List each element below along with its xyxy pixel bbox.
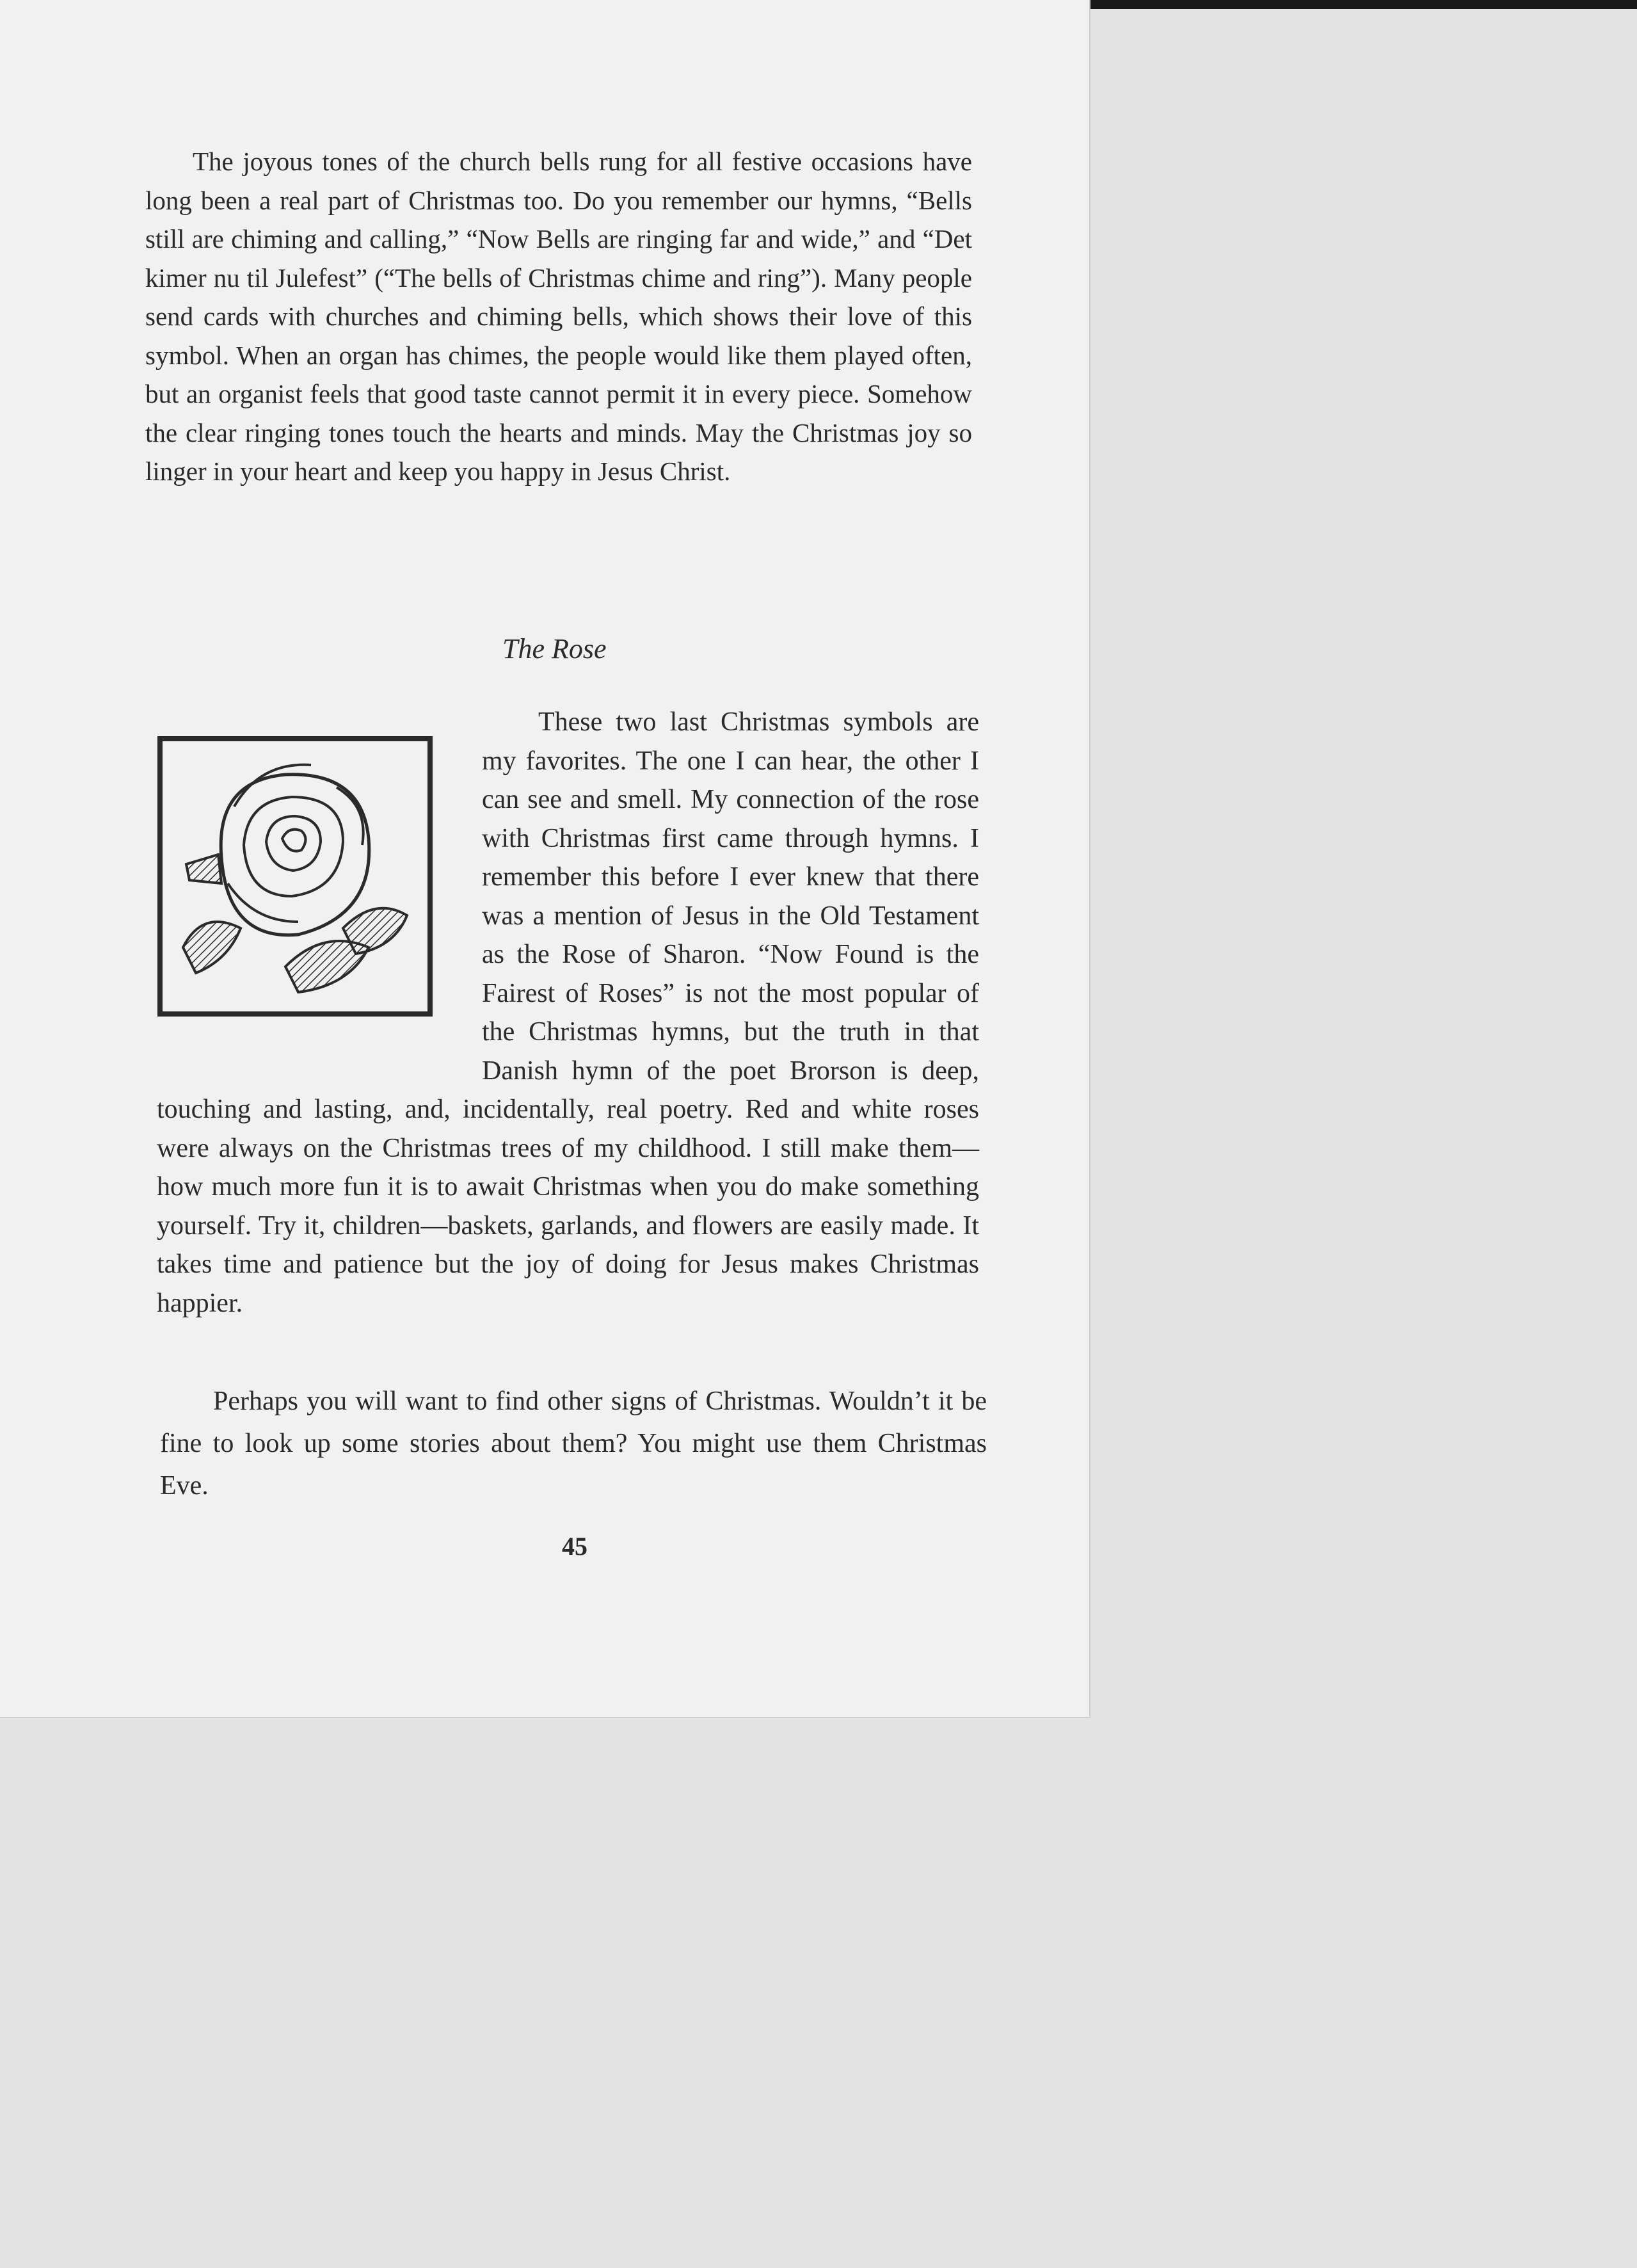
page-number: 45 bbox=[562, 1532, 587, 1561]
paragraph-closing: Perhaps you will want to find other signs of Christmas. Wouldn’t it be fine to look up some stories about them? You might use them Christmas Eve. bbox=[160, 1387, 987, 1500]
paragraph-rose-text: These two last Christmas symbols are my favorites. The one I can hear, the other I can see and smell. My connection of the rose with Christmas first came through hymns. I remember this before I ever knew that there was a mention of Jesus in the Old Testament as the Rose of Sharon. “Now Found is the Fairest of Roses” is not the most popular of the Christmas hymns, but the truth in that Danish hymn of the poet Brorson is deep, touching and lasting, and, incidentally, real poetry. Red and white roses were always on the Christmas trees of my childhood. I still make them—how much more fun it is to await Christmas when you do make something yourself. Try it, children—baskets, garlands, and flowers are easily made. It takes time and patience but the joy of doing for Jesus makes Christmas happier. bbox=[157, 707, 979, 1318]
rose-woodcut-icon bbox=[157, 736, 433, 1017]
paragraph-bells: The joyous tones of the church bells rung for all festive occasions have long been a real part of Christmas too. Do you remember our hymns, “Bells still are chiming and calling,” “Now Bells are ringing far and wide,” and “Det kimer nu til Julefest” (“The bells of Christmas chime and ring”). Many people send cards with churches and chiming bells, which shows their love of this symbol. When an organ has chimes, the people would like them played often, but an organist feels that good taste cannot permit it in every piece. Somehow the clear ringing tones touch the hearts and minds. May the Christmas joy so linger in your heart and keep you happy in Jesus Christ. bbox=[145, 147, 972, 486]
section-title: The Rose bbox=[502, 633, 607, 664]
scanner-edge bbox=[1089, 0, 1637, 9]
